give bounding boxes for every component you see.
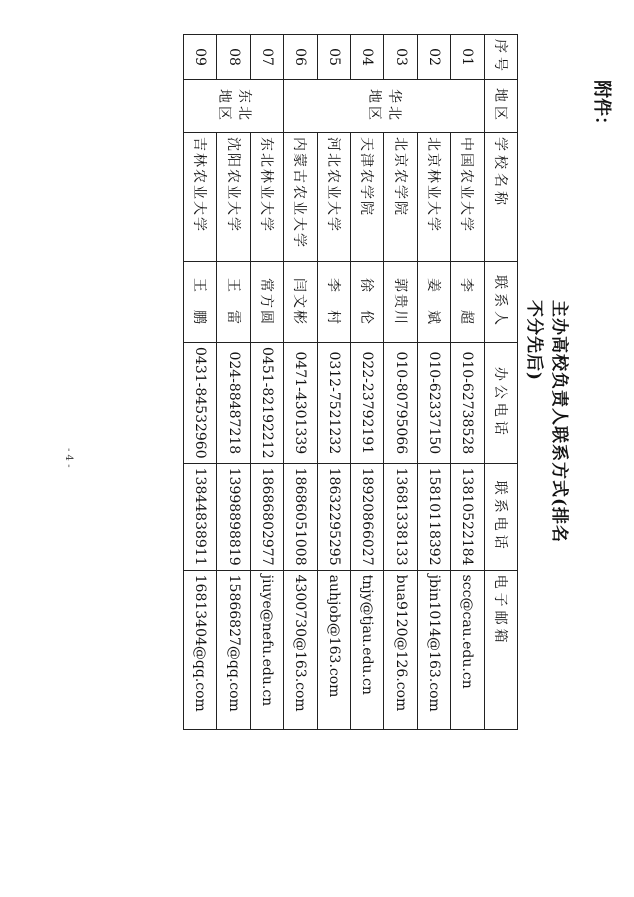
cell-email: 4300730@163.com (284, 570, 317, 729)
cell-no: 02 (417, 35, 450, 80)
cell-no: 03 (384, 35, 417, 80)
cell-no: 04 (351, 35, 384, 80)
table-row (217, 35, 250, 730)
page-title: 主办高校负责人联系方式(排名不分先后) (524, 300, 569, 544)
cell-school: 沈阳农业大学 (217, 133, 250, 262)
attachment-label: 附件： (591, 80, 612, 134)
cell-office-phone: 0451-82192212 (250, 343, 283, 464)
cell-contact: 李 超 (451, 262, 484, 343)
cell-contact: 常方圆 (250, 262, 283, 343)
cell-school: 北京农学院 (384, 133, 417, 262)
cell-contact: 闫文彬 (284, 262, 317, 343)
cell-mobile: 18920866027 (351, 463, 384, 570)
cell-mobile: 18686802977 (250, 463, 283, 570)
cell-email: jbin1014@163.com (417, 570, 450, 729)
cell-email: 15866827@qq.com (217, 570, 250, 729)
cell-no: 09 (184, 35, 217, 80)
cell-office-phone: 0431-84532960 (184, 343, 217, 464)
cell-mobile: 18632295295 (317, 463, 350, 570)
cell-contact: 王 雷 (217, 262, 250, 343)
cell-contact: 李 村 (317, 262, 350, 343)
cell-contact: 郭贵川 (384, 262, 417, 343)
cell-office-phone: 0471-4301339 (284, 343, 317, 464)
cell-mobile: 13810522184 (451, 463, 484, 570)
table-row (451, 35, 484, 730)
cell-contact: 姜 斌 (417, 262, 450, 343)
cell-school: 天津农学院 (351, 133, 384, 262)
cell-no: 07 (250, 35, 283, 80)
cell-email: auhjob@163.com (317, 570, 350, 729)
table-row (250, 35, 283, 730)
cell-school: 北京林业大学 (417, 133, 450, 262)
cell-office-phone: 024-88487218 (217, 343, 250, 464)
region-north-cell (284, 80, 484, 133)
region-north-line2: 地区 (365, 89, 382, 123)
cell-mobile: 13681338133 (384, 463, 417, 570)
cell-email: 16813404@qq.com (184, 570, 217, 729)
cell-no: 05 (317, 35, 350, 80)
header-no: 序号 (484, 35, 517, 80)
table-row (284, 35, 317, 730)
cell-office-phone: 010-80795066 (384, 343, 417, 464)
cell-office-phone: 0312-7521232 (317, 343, 350, 464)
region-northeast-line2: 地区 (215, 89, 232, 123)
cell-office-phone: 022-23792191 (351, 343, 384, 464)
cell-no: 01 (451, 35, 484, 80)
cell-office-phone: 010-62337150 (417, 343, 450, 464)
cell-contact: 王 鹏 (184, 262, 217, 343)
table-row (417, 35, 450, 730)
table-header-row (484, 35, 517, 730)
header-office-phone: 办公电话 (484, 343, 517, 464)
cell-school: 河北农业大学 (317, 133, 350, 262)
cell-office-phone: 010-62738528 (451, 343, 484, 464)
cell-school: 吉林农业大学 (184, 133, 217, 262)
cell-school: 东北林业大学 (250, 133, 283, 262)
cell-no: 08 (217, 35, 250, 80)
header-contact: 联系人 (484, 262, 517, 343)
cell-school: 内蒙古农业大学 (284, 133, 317, 262)
table-row (184, 35, 217, 730)
header-mobile: 联系电话 (484, 463, 517, 570)
cell-email: bua9120@126.com (384, 570, 417, 729)
table-row (351, 35, 384, 730)
region-north-line1: 华北 (385, 89, 402, 123)
header-region: 地区 (484, 80, 517, 133)
cell-email: scc@cau.edu.cn (451, 570, 484, 729)
page-number: - 4 - (63, 448, 74, 468)
cell-no: 06 (284, 35, 317, 80)
header-email: 电子邮箱 (484, 570, 517, 729)
table-row (384, 35, 417, 730)
contacts-table (183, 34, 518, 730)
table-row (317, 35, 350, 730)
cell-contact: 徐 伦 (351, 262, 384, 343)
cell-mobile: 15810118392 (417, 463, 450, 570)
cell-mobile: 13998898819 (217, 463, 250, 570)
cell-mobile: 13844838911 (184, 463, 217, 570)
cell-email: jiuye@nefu.edu.cn (250, 570, 283, 729)
region-northeast-cell (184, 80, 284, 133)
region-northeast-line1: 东北 (235, 89, 252, 123)
cell-email: tnjy@tjau.edu.cn (351, 570, 384, 729)
cell-school: 中国农业大学 (451, 133, 484, 262)
header-school: 学校名称 (484, 133, 517, 262)
cell-mobile: 18686051008 (284, 463, 317, 570)
